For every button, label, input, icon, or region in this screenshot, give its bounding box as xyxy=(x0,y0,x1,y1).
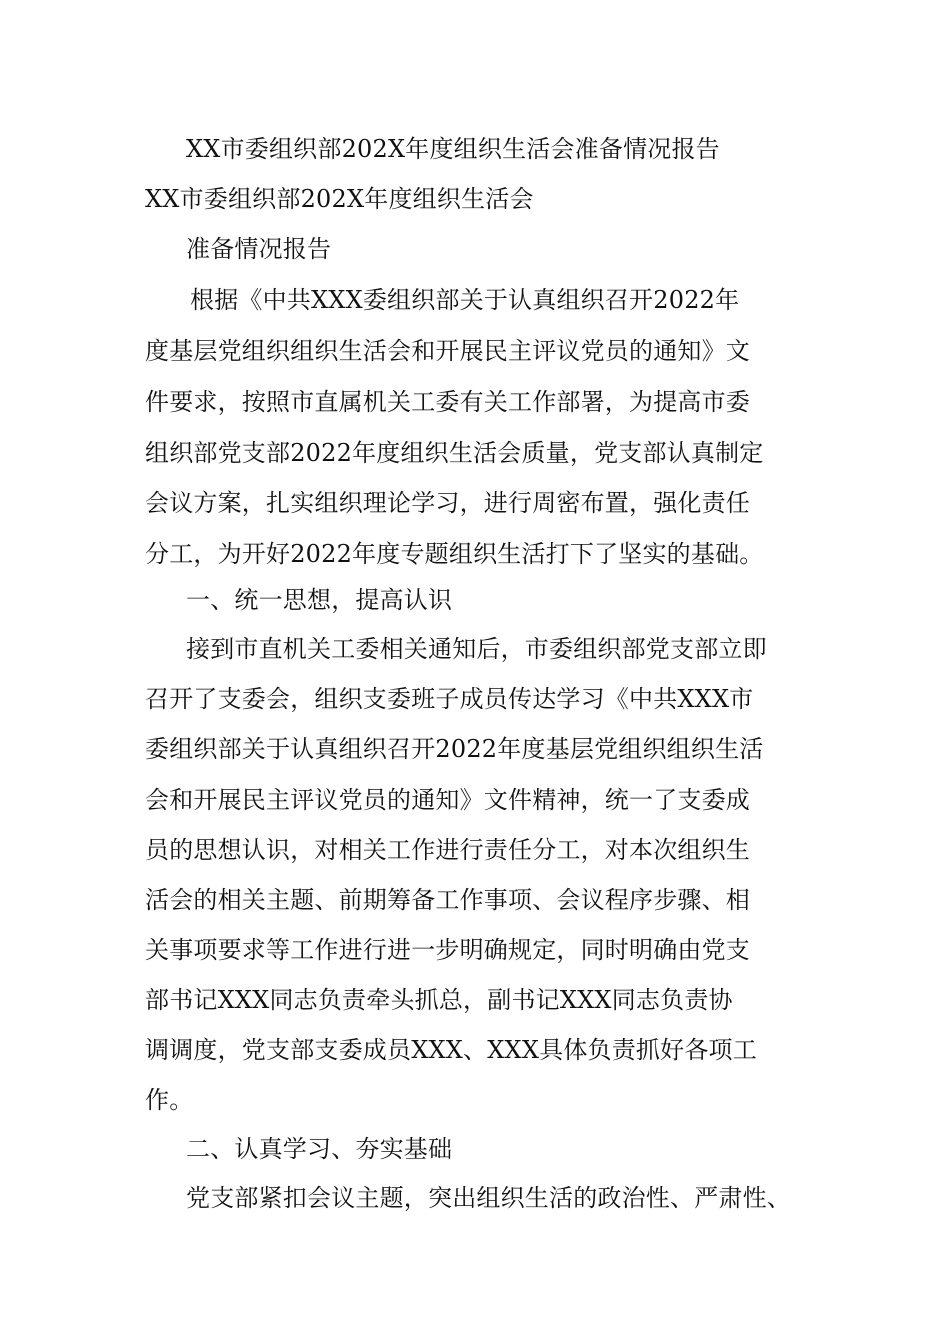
section1-line-1: 接到市直机关工委相关通知后，市委组织部党支部立即 xyxy=(186,635,767,663)
intro-line-1: 根据《中共XXX委组织部关于认真组织召开2022年 xyxy=(190,286,740,314)
subtitle-line-2: 准备情况报告 xyxy=(186,235,332,263)
intro-line-6: 分工，为开好2022年度专题组织生活打下了坚实的基础。 xyxy=(145,540,764,568)
subtitle-line-1: XX市委组织部202X年度组织生活会 xyxy=(145,185,534,213)
intro-line-2: 度基层党组织组织生活会和开展民主评议党员的通知》文 xyxy=(145,337,750,365)
section1-line-6: 活会的相关主题、前期筹备工作事项、会议程序步骤、相 xyxy=(145,886,750,914)
intro-line-5: 会议方案，扎实组织理论学习，进行周密布置，强化责任 xyxy=(145,489,750,517)
section1-line-8: 部书记XXX同志负责牵头抓总，副书记XXX同志负责协 xyxy=(145,986,733,1014)
section1-line-7: 关事项要求等工作进行进一步明确规定，同时明确由党支 xyxy=(145,936,750,964)
section1-line-9: 调调度，党支部支委成员XXX、XXX具体负责抓好各项工 xyxy=(145,1036,757,1064)
document-title: XX市委组织部202X年度组织生活会准备情况报告 xyxy=(186,135,720,163)
section2-heading: 二、认真学习、夯实基础 xyxy=(186,1135,453,1163)
section2-line-1: 党支部紧扣会议主题，突出组织生活的政治性、严肃性、 xyxy=(186,1184,791,1212)
intro-line-4: 组织部党支部2022年度组织生活会质量，党支部认真制定 xyxy=(145,439,764,467)
section1-line-5: 员的思想认识，对相关工作进行责任分工，对本次组织生 xyxy=(145,836,750,864)
section1-line-4: 会和开展民主评议党员的通知》文件精神，统一了支委成 xyxy=(145,786,750,814)
section1-line-3: 委组织部关于认真组织召开2022年度基层党组织组织生活 xyxy=(145,735,764,763)
intro-line-3: 件要求，按照市直属机关工委有关工作部署，为提高市委 xyxy=(145,388,750,416)
section1-heading: 一、统一思想，提高认识 xyxy=(186,586,453,614)
section1-line-2: 召开了支委会，组织支委班子成员传达学习《中共XXX市 xyxy=(145,685,754,713)
section1-line-10: 作。 xyxy=(145,1086,194,1114)
